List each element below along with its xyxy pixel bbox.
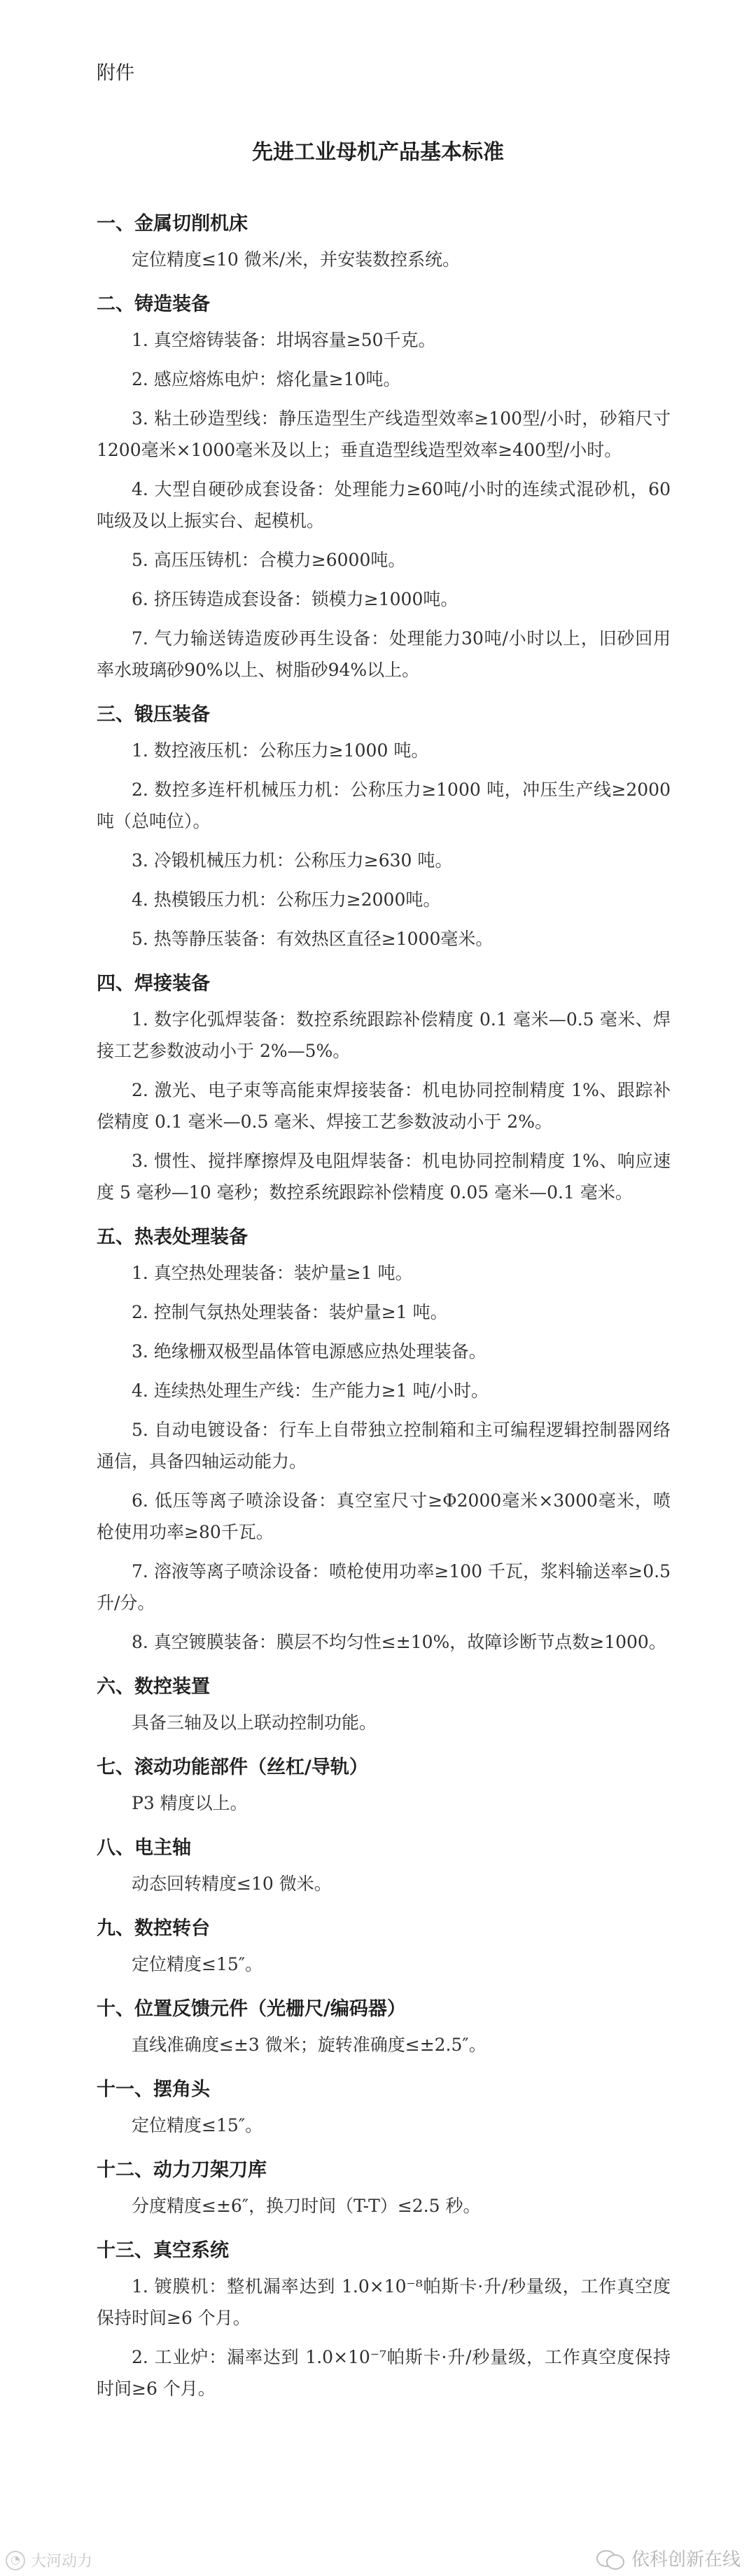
section-paragraph: 1. 镀膜机：整机漏率达到 1.0×10⁻⁸帕斯卡·升/秒量级，工作真空度保持时间≥6 个月。 [97, 2276, 671, 2328]
wechat-chat-icon [596, 2547, 624, 2570]
section-paragraph: 7. 溶液等离子喷涂设备：喷枪使用功率≥100 千瓦，浆料输送率≥0.5 升/分。 [97, 1561, 671, 1613]
section-paragraph: 2. 感应熔炼电炉：熔化量≥10吨。 [132, 369, 401, 389]
section-paragraph: 定位精度≤15″。 [132, 1954, 263, 1974]
section-heading: 一、金属切削机床 [97, 213, 248, 235]
section-paragraph: 3. 绝缘栅双极型晶体管电源感应热处理装备。 [132, 1341, 486, 1362]
section [97, 1673, 671, 1738]
watermark-right-text: 依科创新在线 [631, 2549, 741, 2570]
section [97, 1754, 671, 1819]
section-paragraph: 3. 冷锻机械压力机：公称压力≥630 吨。 [132, 850, 453, 871]
circle-logo-icon: ◔ [6, 2551, 25, 2570]
section-heading: 七、滚动功能部件（丝杠/导轨） [97, 1757, 368, 1778]
section-paragraph: 7. 气力输送铸造废砂再生设备：处理能力30吨/小时以上，旧砂回用率水玻璃砂90%以上、树脂砂94%以上。 [97, 628, 671, 680]
section [97, 970, 671, 1208]
section-paragraph: P3 精度以上。 [132, 1793, 248, 1813]
section-paragraph: 3. 粘土砂造型线：静压造型生产线造型效率≥100型/小时，砂箱尺寸1200毫米×1000毫米及以上；垂直造型线造型效率≥400型/小时。 [97, 408, 671, 460]
section-paragraph: 1. 数控液压机：公称压力≥1000 吨。 [132, 740, 429, 761]
section-paragraph: 1. 真空热处理装备：装炉量≥1 吨。 [132, 1263, 413, 1283]
section [97, 1224, 671, 1658]
section-paragraph: 3. 惯性、搅拌摩擦焊及电阻焊装备：机电协同控制精度 1%、响应速度 5 毫秒—10 毫秒；数控系统跟踪补偿精度 0.05 毫米—0.1 毫米。 [97, 1151, 671, 1203]
section-paragraph: 分度精度≤±6″，换刀时间（T-T）≤2.5 秒。 [132, 2196, 481, 2216]
watermark-left [6, 2549, 92, 2571]
section [97, 2076, 671, 2141]
section-heading: 四、焊接装备 [97, 973, 210, 995]
section-heading: 六、数控装置 [97, 1676, 210, 1698]
section-heading: 十二、动力刀架刀库 [97, 2159, 267, 2181]
section-paragraph: 8. 真空镀膜装备：膜层不均匀性≤±10%，故障诊断节点数≥1000。 [132, 1632, 666, 1652]
section-paragraph: 4. 大型自硬砂成套设备：处理能力≥60吨/小时的连续式混砂机，60吨级及以上振实台、起模机。 [97, 479, 671, 531]
section-paragraph: 2. 数控多连杆机械压力机：公称压力≥1000 吨，冲压生产线≥2000 吨（总吨位）。 [97, 780, 671, 831]
section-heading: 十、位置反馈元件（光栅尺/编码器） [97, 1998, 406, 2020]
section-heading: 二、铸造装备 [97, 293, 210, 315]
section-heading: 五、热表处理装备 [97, 1226, 248, 1248]
section [97, 1995, 671, 2061]
section-paragraph: 2. 工业炉：漏率达到 1.0×10⁻⁷帕斯卡·升/秒量级，工作真空度保持时间≥6 个月。 [97, 2347, 671, 2399]
section-heading: 十三、真空系统 [97, 2240, 229, 2262]
watermark-strip [0, 2541, 756, 2576]
section-paragraph: 定位精度≤10 微米/米，并安装数控系统。 [132, 249, 461, 270]
section-paragraph: 具备三轴及以上联动控制功能。 [132, 1712, 377, 1733]
section-paragraph: 5. 热等静压装备：有效热区直径≥1000毫米。 [132, 929, 493, 949]
section-heading: 八、电主轴 [97, 1837, 191, 1859]
document-title: 先进工业母机产品基本标准 [252, 140, 504, 165]
watermark-left-text: 大河动力 [31, 2553, 93, 2570]
section-paragraph: 6. 低压等离子喷涂设备：真空室尺寸≥Φ2000毫米×3000毫米，喷枪使用功率≥80千瓦。 [97, 1490, 671, 1542]
section [97, 1915, 671, 1980]
section-heading: 九、数控转台 [97, 1918, 210, 1939]
section-paragraph: 2. 激光、电子束等高能束焊接装备：机电协同控制精度 1%、跟踪补偿精度 0.1 毫米—0.5 毫米、焊接工艺参数波动小于 2%。 [97, 1080, 671, 1132]
section-paragraph: 直线准确度≤±3 微米；旋转准确度≤±2.5″。 [132, 2035, 486, 2055]
watermark-right [596, 2545, 741, 2571]
section [97, 2156, 671, 2222]
section [97, 1834, 671, 1899]
section [97, 701, 671, 955]
section [97, 210, 671, 275]
section-paragraph: 动态回转精度≤10 微米。 [132, 1874, 332, 1894]
section-paragraph: 定位精度≤15″。 [132, 2115, 263, 2135]
section-paragraph: 2. 控制气氛热处理装备：装炉量≥1 吨。 [132, 1302, 448, 1322]
section [97, 2237, 671, 2404]
attachment-label: 附件 [97, 62, 134, 84]
section-paragraph: 5. 自动电镀设备：行车上自带独立控制箱和主可编程逻辑控制器网络通信，具备四轴运动能力。 [97, 1420, 671, 1471]
section-paragraph: 1. 数字化弧焊装备：数控系统跟踪补偿精度 0.1 毫米—0.5 毫米、焊接工艺参数波动小于 2%—5%。 [97, 1009, 671, 1061]
section-heading: 十一、摆角头 [97, 2079, 210, 2100]
section-heading: 三、锻压装备 [97, 704, 210, 726]
section-paragraph: 6. 挤压铸造成套设备：锁模力≥1000吨。 [132, 589, 458, 609]
section-paragraph: 5. 高压压铸机：合模力≥6000吨。 [132, 550, 406, 570]
section-paragraph: 4. 连续热处理生产线：生产能力≥1 吨/小时。 [132, 1380, 489, 1401]
document-body [97, 210, 671, 2412]
section-paragraph: 4. 热模锻压力机：公称压力≥2000吨。 [132, 889, 441, 910]
section [97, 291, 671, 686]
section-paragraph: 1. 真空熔铸装备：坩埚容量≥50千克。 [132, 330, 436, 350]
